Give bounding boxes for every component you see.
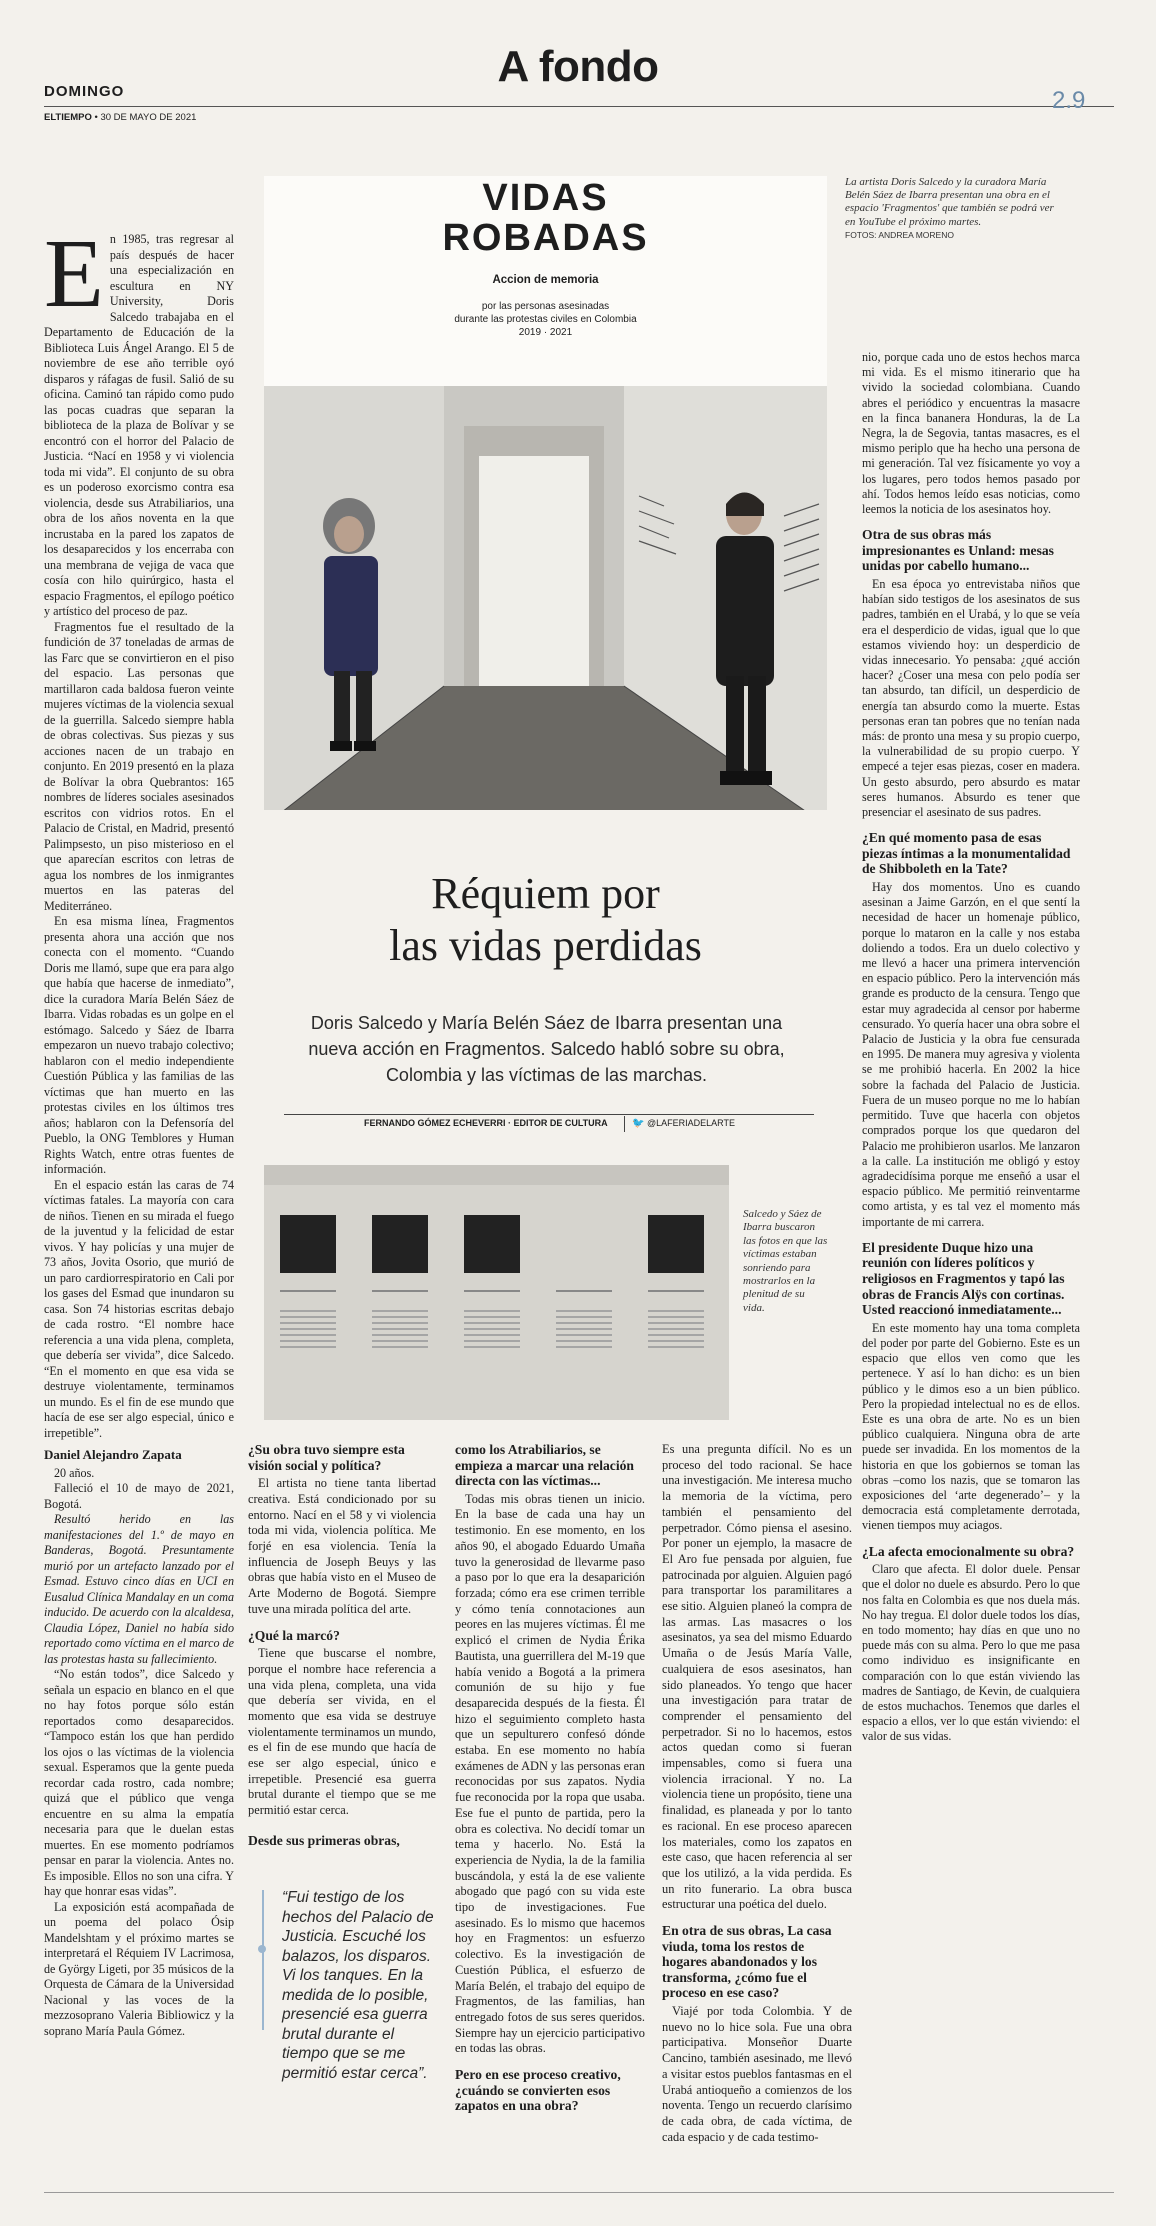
wall-photo	[264, 1165, 729, 1420]
right-para-1: nio, porque cada uno de estos hechos marca mi vida. Es el mismo itinerario que ha vivido la sociedad colombiana. Cuando abres el periódico y encuentras la masacre en la finca bananera Honduras, la de La Negra, la de Segovia, tantas masacres, es el mismo periplo que ha hecho una persona de mi generación. Tal vez físicamente yo voy a los lugares, pero todos hemos pasado por ahí. Todos hemos leído esas noticias, como leemos la noticia de los asesinatos hoy.	[862, 350, 1080, 517]
headline-line-1: Réquiem por	[431, 869, 660, 918]
left-para-2: Fragmentos fue el resultado de la fundición de 37 toneladas de armas de las Farc que se convirtieron en el piso del espacio. Las personas que martillaron cada baldosa fueron veinte mujeres víctimas de la violencia sexual de la guerrilla. Salcedo siempre habla de obras colectivas. Sus piezas y sus acciones nacen de un trabajo en conjunto. En 2019 presentó en la plaza de Bolívar la obra Quebrantos: 165 nombres de líderes sociales asesinados escritos con vidrios rotos. En el Palacio de Cristal, en Madrid, presentó Palimpsesto, un piso misterioso en el que aparecían escritos con letras de agua los nombres de los inmigrantes muertos en las pateras del Mediterráneo.	[44, 619, 234, 913]
victim-death: Falleció el 10 de mayo de 2021, Bogotá.	[44, 1481, 234, 1511]
section-title: A fondo	[497, 42, 659, 91]
question-shoes: Pero en ese proceso creativo, ¿cuándo se convierten esos zapatos en una obra?	[455, 2067, 621, 2114]
answer-atrabiliarios: Todas mis obras tienen un inicio. En la base de cada una hay un testimonio. En ese momento, en los años 90, el abogado Eduardo Umaña tuvo la generosidad de llevarme paso a paso por lo que era la desaparición forzada; cómo era ese crimen terrible y cómo tenía connotaciones aun peores en las mujeres víctimas. Él me explicó el crimen de Nydia Érika Bautista, una guerrillera del M-19 que había venido a Bogotá a la primera comunión de su hijo y fue desaparecida después de la fiesta. Él hizo el seguimiento completo hasta que un sepulturero confesó dónde estaba. En ese momento no había exámenes de ADN y las personas eran reconocidas por sus zapatos. Nydia fue reconocida por la ropa que usaba. Ese fue el punto de partida, pero la obra es colectiva. No decidí tomar un tema y hacerlo. No. Está la experiencia de Nydia, la de la familia buscándola, y está la de ese valiente abogado que pagó con su vida este tipo de investigaciones. Fue asesinado. Es lo mismo que hacemos hoy en Fragmentos: un esfuerzo colectivo. Es la investigación de Cuestión Pública, el esfuerzo de María Belén, el trabajo del equipo de Fragmentos, de las familias, han entregado fotos de sus seres queridos. Siempre hay un ejercicio participativo en todas las obras.	[455, 1491, 645, 2056]
poster-line-1: por las personas asesinadas	[481, 301, 610, 312]
question-casa-viuda: En otra de sus obras, La casa viuda, toma los restos de hogares abandonados y los transforma, ¿cómo fue el proceso en ese caso?	[662, 1923, 832, 2001]
victim-age: 20 años.	[54, 1465, 95, 1480]
byline-divider	[624, 1116, 625, 1132]
answer-emotion: Claro que afecta. El dolor duele. Pensar que el dolor no duele es absurdo. Pero lo que nos falta en Colombia es que nos duela más. No hay tregua. El dolor duele todos los días, en todo momento; hay días en que uno no puede más con su alma. Pero lo que me pasa como individuo es insignificante en comparación con lo que están viviendo las madres de Santiago, de Kevin, de cualquiera de estos muchachos. Tenemos que darles el espacio a ellos, ver lo que están viviendo: el valor de sus vidas.	[862, 1562, 1080, 1744]
victim-photo	[280, 1215, 336, 1273]
twitter-icon: 🐦	[632, 1118, 645, 1129]
victim-photo	[648, 1215, 704, 1273]
left-para-1: n 1985, tras regresar al país después de hacer una especialización en escultura en NY University, Doris Salcedo trabajaba en el Departamento de Educación de la Biblioteca Luis Ángel Arango. El 5 de noviembre de ese año terrible oyó disparos y ráfagas de fusil. Salió de su oficina. Caminó tan rápido como pudo las pocas cuadras que separan la biblioteca de la plaza de Bolívar y se encontró con el horror del Palacio de Justicia. “Nací en 1958 y vi violencia toda mi vida”. El conjunto de su obra es un poderoso exorcismo contra esa violencia, desde sus Atrabiliarios, una obra de los años noventa en la que incrustaba en la pared los zapatos de los desaparecidos y los encerraba con una membrana de vejiga de vaca que cosía con hilo quirúrgico, hasta el espacio Fragmentos, el epílogo poético y artístico del proceso de paz.	[44, 232, 234, 618]
right-column	[862, 350, 1080, 1745]
hero-caption-text: La artista Doris Salcedo y la curadora María Belén Sáez de Ibarra presentan una obra en el espacio 'Fragmentos' que también se podrá ver en YouTube el próximo martes.	[845, 176, 1054, 228]
headline-line-2: las vidas perdidas	[389, 921, 702, 970]
question-emotion: ¿La afecta emocionalmente su obra?	[862, 1543, 1075, 1559]
byline	[364, 1118, 608, 1128]
left-para-5: “No están todos”, dice Salcedo y señala un espacio en blanco en el que no hay fotos porque sólo están reportados como desaparecidos. “Tampoco están los que han perdido los ojos o las víctimas de la violencia sexual. Esperamos que la gente pueda recordar cada rostro, cada nombre; quizá que el público que venga encuentre en su alma la empatía necesaria para que le duelan estas muertes. En ese momento podríamos pensar en parar la violencia. Antes no. Es imposible. Ellos no son una cifra. Y hay que honrar esas vidas”.	[44, 1667, 234, 1899]
poster-line-2: durante las protestas civiles en Colombia	[454, 314, 637, 325]
headline	[264, 868, 827, 972]
left-para-3: En esa misma línea, Fragmentos presenta ahora una acción que nos conecta con el momento. “Cuando Doris me llamó, supe que era para algo que había que hacerse de inmediato”, dice la curadora María Belén Sáez de Ibarra. Vidas robadas es un golpe en el estómago. Salcedo y Sáez de Ibarra empezaron un nuevo trabajo colectivo; hablaron con el medio independiente Cuestión Pública y las familias de las víctimas que han muerto en las protestas civiles en los últimos tres años; hablaron con la Defensoría del Pueblo, la ONG Temblores y Human Rights Watch, entre otras fuentes de información.	[44, 914, 234, 1176]
section-day: DOMINGO	[44, 83, 125, 100]
left-column	[44, 220, 234, 2039]
drop-cap: E	[44, 220, 104, 328]
bottom-column-2	[455, 1442, 645, 2117]
poster-title-2: ROBADAS	[442, 217, 649, 259]
question-first-works: Desde sus primeras obras,	[248, 1832, 400, 1848]
byline-author: FERNANDO GÓMEZ ECHEVERRI · EDITOR DE CULTURA	[364, 1118, 608, 1128]
answer-shoes: Es una pregunta difícil. No es un proceso del todo racional. Se hace una investigación. Me interesa mucho la memoria de la víctima, pero también el pensamiento del perpetrador. Cómo piensa el asesino. Por poner un ejemplo, la masacre de El Aro fue pensada por alguien, fue patrocinada por alguien. Alguien pagó para transportar los paramilitares a ese sitio. Alguien planeó la compra de las armas. Las masacres o los asesinatos, ya sea del mismo Eduardo Umaña o de Jesús María Valle, cualquiera de esos asesinatos, han sido planeados. Yo tengo que hacer una investigación para tratar de comprender el pensamiento del perpetrador. Si no lo hacemos, estos actos quedan como si fueran impensables, como si fuera una violencia irracional. Y no. La violencia tiene un propósito, tiene una finalidad, es planeada y por lo tanto es racional. En ese proceso aparecen los materiales, como los zapatos en este caso, que hacen referencia al ser que los utilizó, a la vida perdida. Es un rito funerario. La obra busca estructurar una poética del duelo.	[662, 1442, 852, 1912]
poster-subtitle: Accion de memoria	[492, 274, 599, 286]
answer-shibboleth: Hay dos momentos. Uno es cuando asesinan a Jaime Garzón, en el que sentí la necesidad de hacer un homenaje público, porque lo mataron en la calle y nos estaba doliendo a todos. Era un duelo colectivo y me llevó a hacer una primera intervención en espacio público. Pero la intervención más grande es producto de la censura. Tengo que estar muy agradecida al censor por haberme censurado. Yo quería hacer una obra sobre el Palacio de Justicia y la obra fue censurada en 1995. De manera muy agresiva y violenta se me prohibió hacerla. En 2002 la hice sobre la fachada del Palacio de Justicia. Fuera de un museo porque no me lo habían permitido. Tuve que hacerla con objetos comprados porque los que quedaron del Palacio me prohibieron usarlos. Me lanzaron a la calle. La institución me obligó y estoy agradecidísima porque me enseñó a usar el espacio público. Me permitió reinventarme como artista, y es tal vez el momento más importante de mi carrera.	[862, 880, 1080, 1229]
paper-name: ELTIEMPO	[44, 112, 92, 123]
pull-quote-bar	[262, 1890, 264, 2030]
pull-quote-dot	[258, 1945, 266, 1953]
bottom-column-3	[662, 1442, 852, 2145]
hero-photo	[264, 176, 827, 810]
page-number: 2.9	[1052, 87, 1086, 114]
byline-handle-wrap	[632, 1118, 735, 1129]
answer-social-vision: El artista no tiene tanta libertad creativa. Está condicionado por su entorno. Nací en el 58 y vi violencia toda mi vida, violencia política. Me forjé en esa violencia. Tenía la influencia de Joseph Beuys y las obras que había visto en el Museo de Arte Moderno de Bogotá. Siempre tuve una mirada política del arte.	[248, 1476, 436, 1616]
footer-rule	[44, 2192, 1114, 2193]
gallery-scene	[264, 386, 827, 810]
question-what-marked: ¿Qué la marcó?	[248, 1627, 340, 1643]
byline-handle: @LAFERIADELARTE	[646, 1118, 735, 1128]
bottom-column-1	[248, 1442, 436, 1851]
wall-caption: Salcedo y Sáez de Ibarra buscaron las fotos en que las víctimas estaban sonriendo para mostrarlos en la plenitud de su vida.	[743, 1208, 828, 1314]
question-unland: Otra de sus obras más impresionantes es Unland: mesas unidas por cabello humano...	[862, 527, 1054, 574]
poster-years: 2019 · 2021	[518, 327, 573, 338]
left-para-4: En el espacio están las caras de 74 víctimas fatales. La mayoría con cara de niños. Tienen en su mirada el fuego de la juventud y la felicidad de estar vivos. Y hay policías y una mujer de 73 años, Jovita Osorio, que murió de un paro cardiorrespiratorio en Cali por los gases del Esmad que inundaron su casa. Son 74 historias escritas debajo de cada rostro. “El nombre hace referencia a una vida plena, completa, que debería ser vivida”, dice Salcedo. “En el momento en que esa vida se destruye violentamente, terminamos un mundo. Es el fin de ese mundo que hacía de ese ser algo especial, único e irrepetible”.	[44, 1177, 234, 1440]
question-shibboleth: ¿En qué momento pasa de esas piezas íntimas a la monumentalidad de Shibboleth en la Tate?	[862, 830, 1071, 877]
victim-name: Daniel Alejandro Zapata	[44, 1447, 182, 1462]
poster-title-1: VIDAS	[482, 177, 609, 219]
issue-date: • 30 DE MAYO DE 2021	[94, 112, 197, 123]
victim-photo-blank	[556, 1215, 612, 1273]
answer-unland: En esa época yo entrevistaba niños que habían sido testigos de los asesinatos de sus padres, también en el Urabá, y lo que se veía era el desperdicio de vidas, igual que lo que estamos viviendo hoy: un desperdicio de vidas innecesario. Yo pensaba: ¿qué acción hacer? ¿Coser una mesa con pelo podía ser tan absurdo, tan difícil, un desperdicio de energía tan absurdo como la muerte. Estas personas eran tan pobres que no tenían nada más: de pronto una mesa y su propio cuerpo, la vulnerabilidad de su propio cuerpo. Y empecé a tejer esas piezas, coser en madera. Un gesto absurdo, pero absurdo es matar seres humanos. Absurdo es tener que presenciar el asesinato de sus padres.	[862, 577, 1080, 820]
victim-photo	[464, 1215, 520, 1273]
question-duque: El presidente Duque hizo una reunión con líderes políticos y religiosos en Fragmentos y tapó las obras de Francis Alÿs con cortinas. Usted reaccionó inmediatamente...	[862, 1239, 1065, 1318]
deck: Doris Salcedo y María Belén Sáez de Ibarra presentan una nueva acción en Fragmentos. Salcedo habló sobre su obra, Colombia y las víctimas de las marchas.	[308, 1013, 785, 1085]
pull-quote: “Fui testigo de los hechos del Palacio de Justicia. Escuché los balazos, los disparos. Vi los tanques. En la medida de lo posible, presencié esa guerra brutal durante el tiempo que se me permitió estar cerca”.	[282, 1889, 434, 2082]
victim-story: Resultó herido en las manifestaciones del 1.º de mayo en Banderas, Bogotá. Presuntamente murió por un artefacto lanzado por el Esmad. Estuvo cinco días en UCI en Eusalud Clínica Mandalay en un coma inducido. De acuerdo con la alcaldesa, Claudia López, Daniel no había sido reportado como víctima en el marco de las protestas hasta su fallecimiento.	[44, 1512, 234, 1666]
photo-credit: FOTOS: ANDREA MORENO	[845, 229, 954, 240]
question-atrabiliarios: como los Atrabiliarios, se empieza a marcar una relación directa con las víctimas...	[455, 1442, 634, 1489]
masthead-line	[44, 112, 196, 123]
header-rule	[44, 106, 1114, 107]
byline-rule	[284, 1114, 814, 1115]
victim-photo	[372, 1215, 428, 1273]
answer-what-marked: Tiene que buscarse el nombre, porque el nombre hace referencia a una vida plena, completa, una vida que debería ser vivida, en el momento que esa vida se destruye violentamente terminamos un mundo, es el fin de ese mundo que hacía de ese ser algo especial, único e irrepetible. Presencié esa guerra brutal durante el tiempo que se me permitió estar cerca.	[248, 1646, 436, 1818]
left-para-6: La exposición está acompañada de un poema del polaco Ósip Mandelshtam y el próximo martes se interpretará el Réquiem IV Lacrimosa, de György Ligeti, por 35 músicos de la Orquesta de Cámara de la Universidad Nacional y las voces de la mezzosoprano Valeria Bibliowicz y la soprano María Paula Gómez.	[44, 1899, 234, 2038]
answer-duque: En este momento hay una toma completa del poder por parte del Gobierno. Este es un espacio que ellos ven como que les pertenece. Y así lo han dicho: es un bien público y le dimos eso a un bien público. Pero la propiedad intelectual no es de ellos. Este es una obra de arte. No es un bien público cualquiera. Ninguna obra de arte puede ser invadida. En los momentos de la historia en que los gobiernos se toman las obras –como los nazis, que se tomaron las exposiciones del ‘arte degenerado’– y la democracia está completamente derrotada, vienen tiempos muy aciagos.	[862, 1320, 1080, 1533]
question-social-vision: ¿Su obra tuvo siempre esta visión social y política?	[248, 1442, 405, 1473]
hero-caption	[845, 176, 1057, 242]
answer-casa-viuda: Viajé por toda Colombia. Y de nuevo no lo hice sola. Fue una obra participativa. Monseñor Duarte Cancino, también asesinado, me llevó a visitar estos pueblos fantasmas en el Urabá antioqueño a comienzos de los noventa. Tengo un recuerdo clarísimo de cada obra, de cada víctima, de cada espacio y de cada testimo-	[662, 2004, 852, 2144]
